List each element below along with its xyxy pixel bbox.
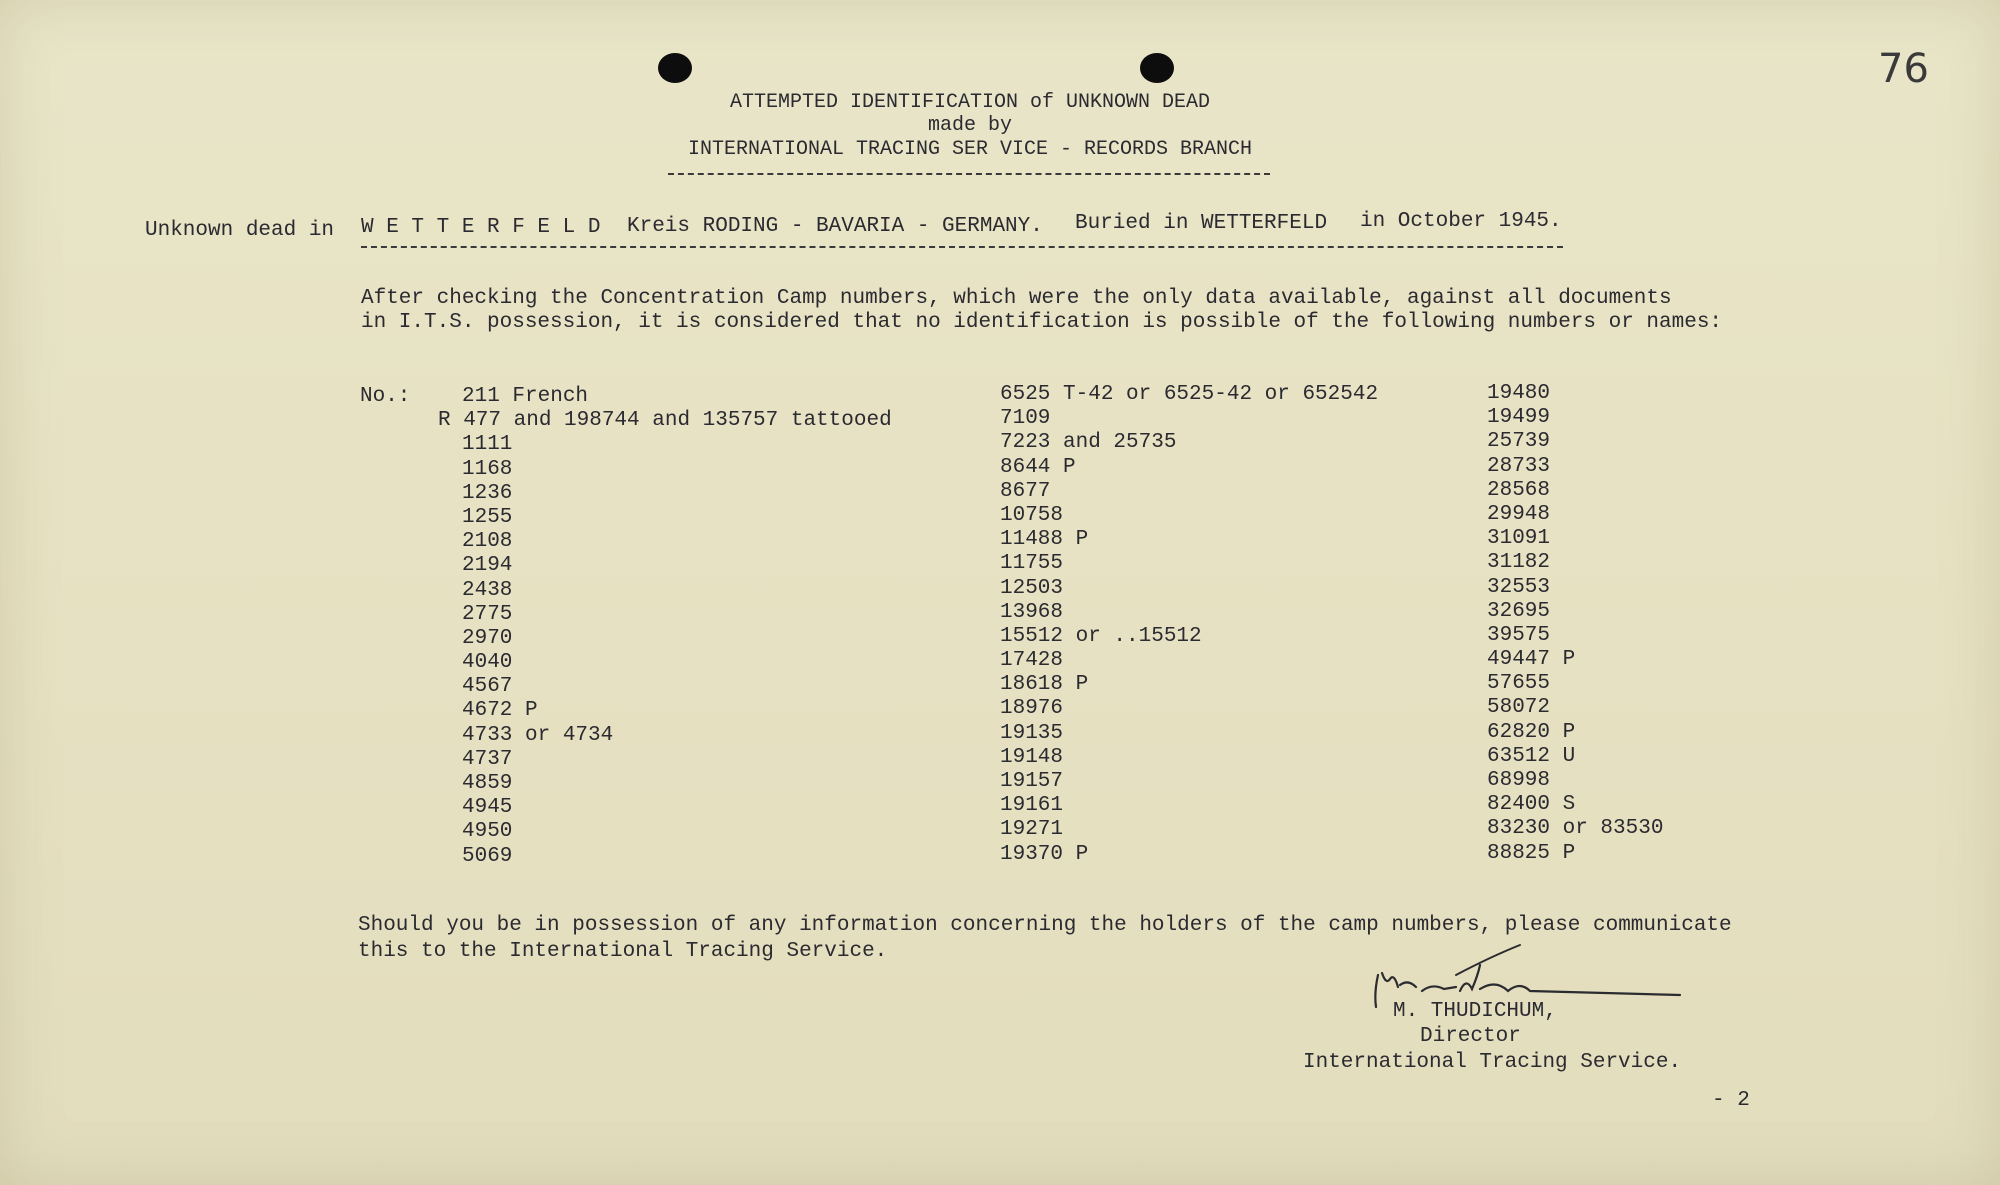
number-entry: 2194 xyxy=(462,554,513,578)
numbers-column-2 xyxy=(1000,383,1378,867)
number-entry: 4733 or 4734 xyxy=(462,723,614,747)
number-entry: 2438 xyxy=(462,578,513,602)
number-entry: 63512 U xyxy=(1487,744,1576,768)
header-organization: INTERNATIONAL TRACING SER VICE - RECORDS BRANCH xyxy=(687,138,1253,161)
signatory-title: Director xyxy=(1420,1025,1521,1048)
number-entry: 2970 xyxy=(462,626,513,650)
location-region: Kreis RODING - BAVARIA - GERMANY. xyxy=(627,215,1043,238)
number-entry: 19271 xyxy=(1000,818,1064,842)
number-entry: 4859 xyxy=(462,772,513,795)
number-entry: 1255 xyxy=(462,505,513,529)
header-subtitle: made by xyxy=(927,114,1012,137)
number-entry: 6525 T-42 or 6525-42 or 652542 xyxy=(1000,383,1379,406)
number-entry: 12503 xyxy=(1000,576,1064,600)
number-entry: 57655 xyxy=(1487,672,1551,696)
number-entry: 1168 xyxy=(462,457,513,481)
footer-page-mark: - 2 xyxy=(1712,1089,1750,1112)
number-entry: 31182 xyxy=(1487,551,1551,575)
number-entry: 13968 xyxy=(1000,600,1064,624)
number-entry: 19480 xyxy=(1487,382,1551,405)
number-entry: 11755 xyxy=(1000,552,1064,576)
number-entry: 4945 xyxy=(462,796,513,820)
number-entry: 4040 xyxy=(462,651,513,675)
numbers-label: No.: xyxy=(360,385,411,408)
number-entry: R 477 and 198744 and 135757 tattooed xyxy=(438,409,892,433)
header-title: ATTEMPTED IDENTIFICATION of UNKNOWN DEAD xyxy=(729,91,1211,114)
number-entry: 29948 xyxy=(1487,502,1551,526)
closing-line-1: Should you be in possession of any information concerning the holders of the camp numbers, please communicate xyxy=(358,914,1732,937)
burial-date: in October 1945. xyxy=(1360,210,1562,233)
number-entry: 18976 xyxy=(1000,697,1064,721)
numbers-column-3 xyxy=(1487,382,1663,866)
number-entry: 4737 xyxy=(462,747,513,771)
punch-hole-right xyxy=(1140,53,1174,83)
number-entry: 62820 P xyxy=(1487,720,1576,744)
location-label: Unknown dead in xyxy=(145,219,335,242)
number-entry: 32695 xyxy=(1487,599,1551,623)
number-entry: 28568 xyxy=(1487,478,1551,502)
number-entry: 19370 P xyxy=(1000,842,1089,866)
burial-place: Buried in WETTERFELD xyxy=(1075,212,1328,235)
page-number: 76 xyxy=(1878,46,1929,92)
location-place: W E T T E R F E L D xyxy=(361,216,601,239)
number-entry: 82400 S xyxy=(1487,793,1576,817)
number-entry: 19148 xyxy=(1000,745,1064,769)
number-entry: 11488 P xyxy=(1000,528,1089,552)
number-entry: 10758 xyxy=(1000,503,1064,527)
number-entry: 17428 xyxy=(1000,649,1064,673)
header-rule xyxy=(668,173,1270,175)
number-entry: 2108 xyxy=(462,530,513,554)
number-entry: 25739 xyxy=(1487,430,1551,454)
location-rule xyxy=(361,246,1563,248)
number-entry: 1111 xyxy=(462,433,513,457)
signatory-name: M. THUDICHUM, xyxy=(1393,1000,1557,1023)
number-entry: 15512 or ..15512 xyxy=(1000,624,1202,648)
numbers-column-1 xyxy=(438,385,892,869)
number-entry: 83230 or 83530 xyxy=(1487,817,1664,841)
number-entry: 4567 xyxy=(462,675,513,699)
number-entry: 4672 P xyxy=(462,699,538,723)
number-entry: 31091 xyxy=(1487,527,1551,551)
number-entry: 68998 xyxy=(1487,769,1551,792)
number-entry: 4950 xyxy=(462,820,513,844)
number-entry: 88825 P xyxy=(1487,841,1576,865)
number-entry: 2775 xyxy=(462,602,513,626)
number-entry: 211 French xyxy=(462,385,589,408)
number-entry: 58072 xyxy=(1487,696,1551,720)
number-entry: 28733 xyxy=(1487,454,1551,478)
intro-line-1: After checking the Concentration Camp numbers, which were the only data available, against all documents xyxy=(361,287,1672,310)
signatory-organization: International Tracing Service. xyxy=(1303,1051,1682,1074)
number-entry: 7109 xyxy=(1000,407,1051,431)
number-entry: 39575 xyxy=(1487,623,1551,647)
intro-line-2: in I.T.S. possession, it is considered that no identification is possible of the following numbers or names: xyxy=(361,311,1723,334)
number-entry: 19161 xyxy=(1000,794,1064,818)
punch-hole-left xyxy=(658,53,692,83)
number-entry: 18618 P xyxy=(1000,673,1089,697)
number-entry: 19135 xyxy=(1000,721,1064,745)
number-entry: 7223 and 25735 xyxy=(1000,431,1177,455)
number-entry: 32553 xyxy=(1487,575,1551,599)
number-entry: 49447 P xyxy=(1487,648,1576,672)
number-entry: 1236 xyxy=(462,481,513,505)
closing-line-2: this to the International Tracing Service. xyxy=(358,940,888,963)
number-entry: 5069 xyxy=(462,844,513,868)
number-entry: 8644 P xyxy=(1000,455,1076,479)
number-entry: 19157 xyxy=(1000,770,1064,793)
number-entry: 8677 xyxy=(1000,479,1051,503)
number-entry: 19499 xyxy=(1487,406,1551,430)
